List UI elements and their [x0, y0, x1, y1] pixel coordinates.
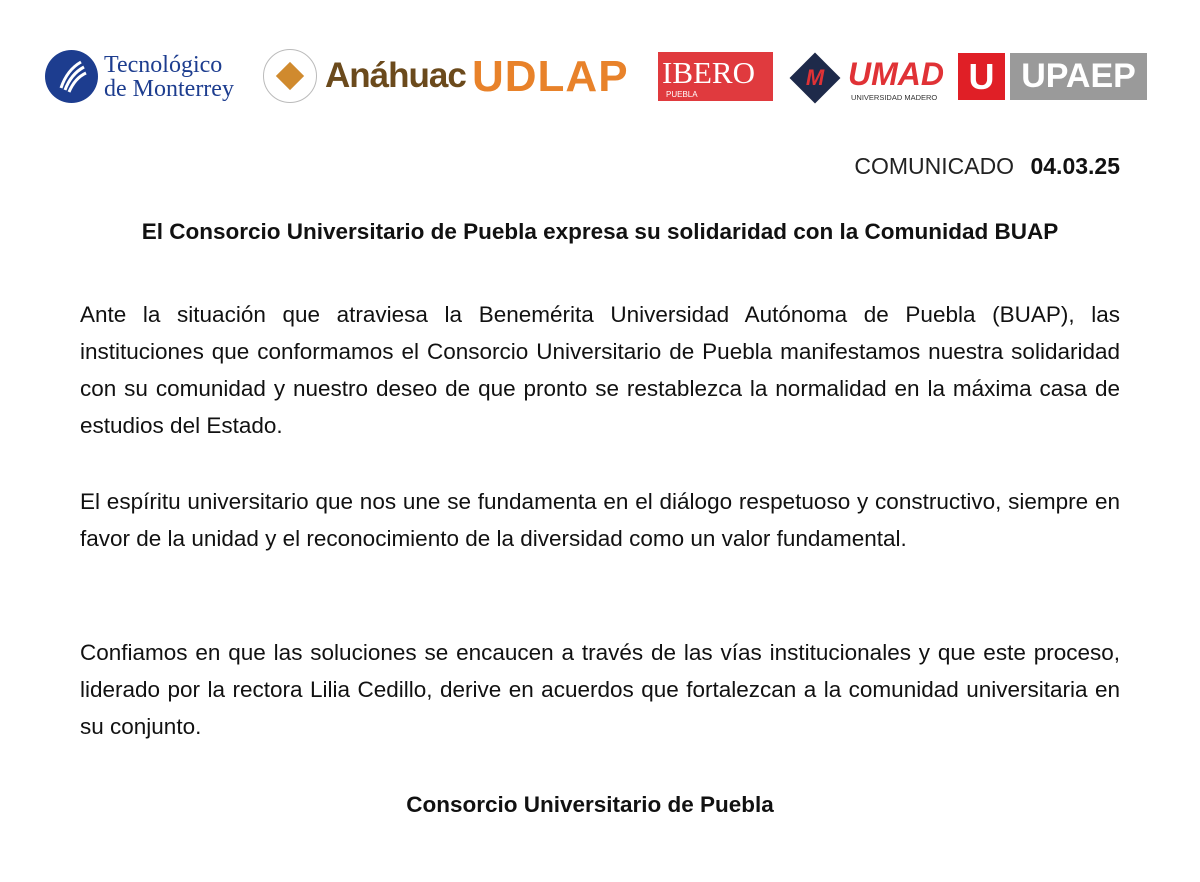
tec-logo-text	[104, 53, 234, 101]
signature: Consorcio Universitario de Puebla	[406, 792, 774, 817]
upaep-logo: UPAEP	[1010, 53, 1147, 100]
anahuac-seal	[263, 49, 317, 103]
tec-logo	[45, 50, 98, 103]
ibero-logo	[658, 52, 773, 101]
communique-header	[854, 153, 1120, 180]
udlap-logo: UDLAP	[472, 52, 629, 101]
umad-sub: UNIVERSIDAD MADERO	[851, 93, 938, 102]
ibero-sub: PUEBLA	[666, 90, 698, 99]
communique-label: COMUNICADO	[854, 153, 1015, 179]
ibero-text: IBERO	[662, 55, 755, 90]
paragraph-1: Ante la situación que atraviesa la Benemérita Universidad Autónoma de Puebla (BUAP), las instituciones que conformamos el Consorcio Universitario de Puebla manifestamos nuestra solidaridad con su comunidad y nuestro deseo de que pronto se restablezca la normalidad en la máxima casa de estudios del Estado.	[80, 301, 1120, 438]
tec-line2: de Monterrey	[104, 76, 234, 102]
tec-line1: Tecnológico	[104, 52, 223, 78]
anahuac-logo: Anáhuac	[325, 56, 466, 95]
document-title: El Consorcio Universitario de Puebla expresa su solidaridad con la Comunidad BUAP	[141, 219, 1059, 244]
paragraph-3: Confiamos en que las soluciones se encaucen a través de las vías institucionales y que este proceso, liderado por la rectora Lilia Cedillo, derive en acuerdos que fortalezcan a la comunidad universitaria en su conjunto.	[80, 639, 1120, 739]
umad-diamond-icon: M	[790, 53, 841, 104]
upaep-u-icon: U	[958, 53, 1005, 100]
paragraph-2: El espíritu universitario que nos une se fundamenta en el diálogo respetuoso y constructivo, siempre en favor de la unidad y el reconocimiento de la diversidad como un valor fundamental.	[80, 488, 1120, 551]
umad-logo: UMAD	[848, 56, 944, 92]
communique-date: 04.03.25	[1030, 153, 1120, 179]
flame-icon	[45, 50, 98, 103]
